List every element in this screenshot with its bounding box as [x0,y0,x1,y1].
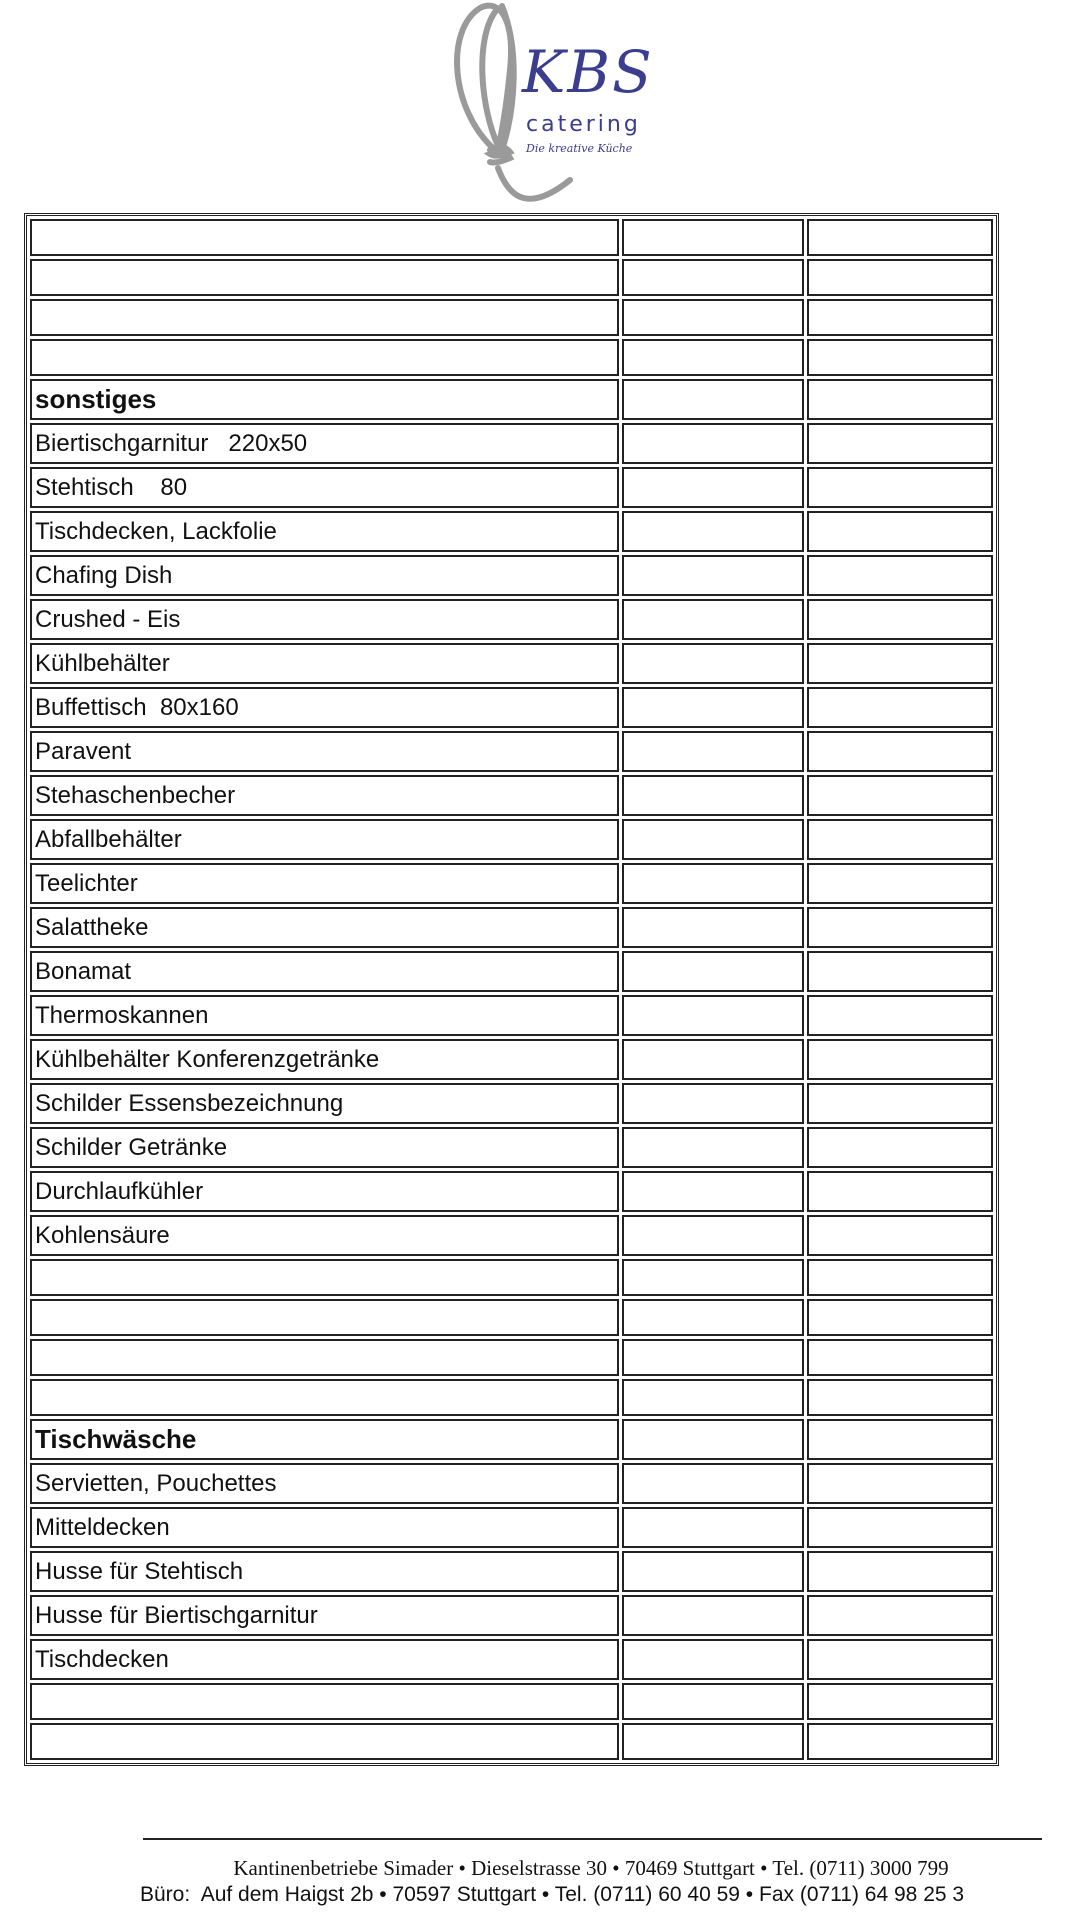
table-row [30,339,993,376]
table-row [30,299,993,336]
item-label: Husse für Biertischgarnitur [30,1595,619,1636]
logo-brand: KBS [522,38,654,106]
entry-cell[interactable] [622,1215,803,1256]
entry-cell[interactable] [807,259,993,296]
entry-cell[interactable] [622,1339,803,1376]
entry-cell[interactable] [622,687,803,728]
entry-cell[interactable] [622,643,803,684]
item-label: Kühlbehälter [30,643,619,684]
table-row [30,1127,993,1168]
item-label: Tischdecken, Lackfolie [30,511,619,552]
equipment-checklist-table [24,213,999,1766]
entry-cell[interactable] [622,1595,803,1636]
entry-cell[interactable] [807,555,993,596]
entry-cell[interactable] [807,423,993,464]
entry-cell[interactable] [622,599,803,640]
entry-cell[interactable] [807,299,993,336]
entry-cell[interactable] [622,379,803,420]
entry-cell[interactable] [807,863,993,904]
table-row [30,643,993,684]
table-row [30,1683,993,1720]
table-row [30,687,993,728]
entry-cell[interactable] [807,951,993,992]
item-label: Paravent [30,731,619,772]
entry-cell[interactable] [622,863,803,904]
entry-cell[interactable] [807,1507,993,1548]
entry-cell[interactable] [807,1463,993,1504]
table-row [30,467,993,508]
item-label [30,339,619,376]
entry-cell[interactable] [622,1463,803,1504]
table-section-heading-row [30,1419,993,1460]
item-label [30,1379,619,1416]
entry-cell[interactable] [807,731,993,772]
entry-cell[interactable] [622,1127,803,1168]
table-row [30,1083,993,1124]
entry-cell[interactable] [622,555,803,596]
entry-cell[interactable] [622,1507,803,1548]
entry-cell[interactable] [807,1259,993,1296]
item-label [30,299,619,336]
table-row [30,1259,993,1296]
entry-cell[interactable] [622,907,803,948]
entry-cell[interactable] [807,467,993,508]
table-row [30,1723,993,1760]
item-label [30,1683,619,1720]
entry-cell[interactable] [622,299,803,336]
logo-subtitle: catering [526,112,641,137]
item-label: Crushed - Eis [30,599,619,640]
entry-cell[interactable] [622,731,803,772]
table-row [30,819,993,860]
item-label: Buffettisch 80x160 [30,687,619,728]
entry-cell[interactable] [622,219,803,256]
entry-cell[interactable] [622,1551,803,1592]
entry-cell[interactable] [807,643,993,684]
entry-cell[interactable] [807,1339,993,1376]
entry-cell[interactable] [807,1723,993,1760]
item-label: Kohlensäure [30,1215,619,1256]
item-label: Teelichter [30,863,619,904]
entry-cell[interactable] [622,1171,803,1212]
item-label: Bonamat [30,951,619,992]
item-label: Chafing Dish [30,555,619,596]
entry-cell[interactable] [807,219,993,256]
table-row [30,1507,993,1548]
item-label [30,219,619,256]
item-label: Abfallbehälter [30,819,619,860]
table-section-heading-row [30,379,993,420]
entry-cell[interactable] [807,1171,993,1212]
table-row [30,423,993,464]
entry-cell[interactable] [807,1379,993,1416]
logo-tagline: Die kreative Küche [526,142,633,155]
table-row [30,1639,993,1680]
table-row [30,1215,993,1256]
item-label: Servietten, Pouchettes [30,1463,619,1504]
item-label: Durchlaufkühler [30,1171,619,1212]
entry-cell[interactable] [622,339,803,376]
entry-cell[interactable] [807,1595,993,1636]
entry-cell[interactable] [807,907,993,948]
table-row [30,1039,993,1080]
kbs-catering-logo [440,0,680,216]
entry-cell[interactable] [807,1299,993,1336]
table-row [30,951,993,992]
entry-cell[interactable] [807,511,993,552]
table-row [30,863,993,904]
entry-cell[interactable] [622,1639,803,1680]
entry-cell[interactable] [807,339,993,376]
entry-cell[interactable] [622,1379,803,1416]
entry-cell[interactable] [622,951,803,992]
entry-cell[interactable] [622,1259,803,1296]
entry-cell[interactable] [807,379,993,420]
entry-cell[interactable] [622,1039,803,1080]
entry-cell[interactable] [622,1083,803,1124]
table-row [30,775,993,816]
entry-cell[interactable] [622,1299,803,1336]
entry-cell[interactable] [622,259,803,296]
entry-cell[interactable] [622,819,803,860]
table-row [30,1551,993,1592]
entry-cell[interactable] [807,995,993,1036]
entry-cell[interactable] [622,995,803,1036]
entry-cell[interactable] [807,1127,993,1168]
entry-cell[interactable] [807,819,993,860]
table-row [30,1379,993,1416]
entry-cell[interactable] [622,1419,803,1460]
table-row [30,907,993,948]
item-label [30,259,619,296]
entry-cell[interactable] [807,1551,993,1592]
entry-cell[interactable] [807,687,993,728]
item-label [30,1299,619,1336]
entry-cell[interactable] [807,599,993,640]
item-label [30,1259,619,1296]
item-label: Salattheke [30,907,619,948]
item-label: Biertischgarnitur 220x50 [30,423,619,464]
footer-office-address: Büro: Auf dem Haigst 2b • 70597 Stuttgart • Tel. (0711) 60 40 59 • Fax (0711) 64 98 25 3 [140,1883,965,1906]
item-label: Tischdecken [30,1639,619,1680]
table-row [30,731,993,772]
item-label: Kühlbehälter Konferenzgetränke [30,1039,619,1080]
table-row [30,1299,993,1336]
entry-cell[interactable] [807,1639,993,1680]
entry-cell[interactable] [622,1723,803,1760]
entry-cell[interactable] [622,467,803,508]
entry-cell[interactable] [622,511,803,552]
entry-cell[interactable] [807,1039,993,1080]
entry-cell[interactable] [807,1419,993,1460]
item-label: Stehtisch 80 [30,467,619,508]
table-row [30,555,993,596]
table-row [30,995,993,1036]
item-label: Schilder Getränke [30,1127,619,1168]
item-label [30,1723,619,1760]
entry-cell[interactable] [807,1215,993,1256]
table-row [30,219,993,256]
item-label: Husse für Stehtisch [30,1551,619,1592]
entry-cell[interactable] [622,1683,803,1720]
table-row [30,599,993,640]
item-label: Mitteldecken [30,1507,619,1548]
footer-company-address: Kantinenbetriebe Simader • Dieselstrasse 30 • 70469 Stuttgart • Tel. (0711) 3000 799 [233,1856,949,1880]
section-heading: Tischwäsche [30,1419,619,1460]
table-row [30,1339,993,1376]
item-label: Schilder Essensbezeichnung [30,1083,619,1124]
entry-cell[interactable] [622,423,803,464]
table-row [30,511,993,552]
footer-divider [143,1838,1042,1840]
table-row [30,1171,993,1212]
section-heading: sonstiges [30,379,619,420]
entry-cell[interactable] [807,1683,993,1720]
table-row [30,1595,993,1636]
table-row [30,1463,993,1504]
table-row [30,259,993,296]
entry-cell[interactable] [622,775,803,816]
item-label: Stehaschenbecher [30,775,619,816]
entry-cell[interactable] [807,1083,993,1124]
item-label [30,1339,619,1376]
entry-cell[interactable] [807,775,993,816]
item-label: Thermoskannen [30,995,619,1036]
